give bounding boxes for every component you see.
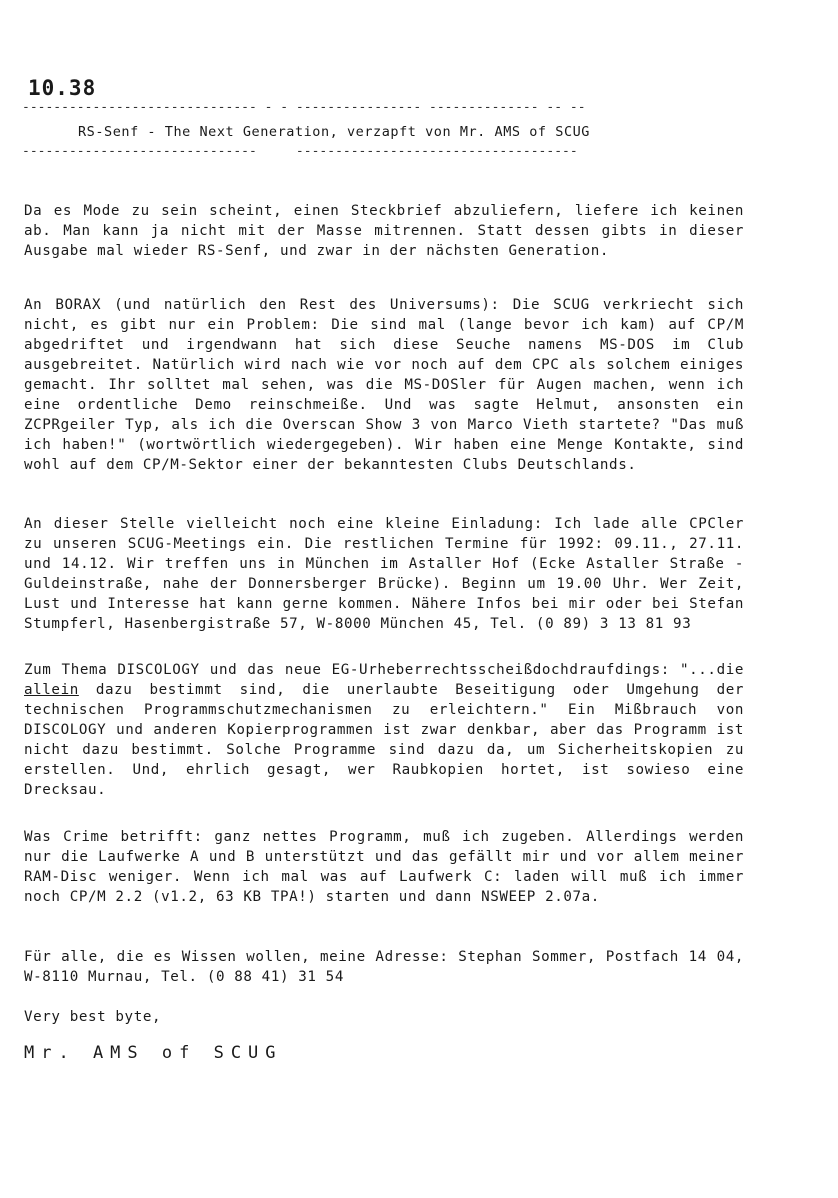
separator-bottom: ------------------------------ ------------------------------------	[22, 144, 578, 159]
separator-top: ------------------------------ - - ---------------- -------------- -- --	[22, 100, 586, 115]
article-heading: RS-Senf - The Next Generation, verzapft von Mr. AMS of SCUG	[78, 124, 590, 140]
author-signature: Mr. AMS of SCUG	[24, 1043, 283, 1063]
page-number: 10.38	[28, 76, 97, 100]
paragraph-intro: Da es Mode zu sein scheint, einen Steckbrief abzuliefern, liefere ich keinen ab. Man kann ja nicht mit der Masse mitrennen. Statt dessen gibts in dieser Ausgabe mal wieder RS-Senf, und zwar in der nächsten Generation.	[24, 203, 744, 259]
closing-line: Very best byte,	[24, 1009, 162, 1025]
paragraph-discology-rest: dazu bestimmt sind, die unerlaubte Beseitigung oder Umgehung der technischen Programmschutzmechanismen zu erleichtern." Ein Mißbrauch von DISCOLOGY und anderen Kopierprogrammen ist zwar denkbar, aber das Programm ist nicht dazu bestimmt. Solche Programme sind dazu da, um Sicherheitskopien zu erstellen. Und, ehrlich gesagt, wer Raubkopien hortet, ist sowieso eine Drecksau.	[24, 682, 744, 798]
paragraph-discology	[24, 660, 744, 800]
paragraph-crime: Was Crime betrifft: ganz nettes Programm, muß ich zugeben. Allerdings werden nur die Laufwerke A und B unterstützt und das gefällt mir und vor allem meiner RAM-Disc weniger. Wenn ich mal was auf Laufwerk C: laden will muß ich immer noch CP/M 2.2 (v1.2, 63 KB TPA!) starten und dann NSWEEP 2.07a.	[24, 829, 744, 905]
paragraph-borax: An BORAX (und natürlich den Rest des Universums): Die SCUG verkriecht sich nicht, es gibt nur ein Problem: Die sind mal (lange bevor ich kam) auf CP/M abgedriftet und irgendwann hat sich diese Seuche namens MS-DOS im Club ausgebreitet. Natürlich wird nach wie vor noch auf dem CPC als solchem einiges gemacht. Ihr solltet mal sehen, was die MS-DOSler für Augen machen, wenn ich eine ordentliche Demo reinschmeiße. Und was sagte Helmut, ansonsten ein ZCPRgeiler Typ, als ich die Overscan Show 3 von Marco Vieth startete? "Das muß ich haben!" (wortwörtlich wiedergegeben). Wir haben eine Menge Kontakte, sind wohl auf dem CP/M-Sektor einer der bekanntesten Clubs Deutschlands.	[24, 297, 744, 473]
paragraph-address: Für alle, die es Wissen wollen, meine Adresse: Stephan Sommer, Postfach 14 04, W-8110 Murnau, Tel. (0 88 41) 31 54	[24, 949, 744, 985]
underlined-word: allein	[24, 682, 79, 698]
paragraph-invitation: An dieser Stelle vielleicht noch eine kleine Einladung: Ich lade alle CPCler zu unseren SCUG-Meetings ein. Die restlichen Termine für 1992: 09.11., 27.11. und 14.12. Wir treffen uns in München im Astaller Hof (Ecke Astaller Straße - Guldeinstraße, nahe der Donnersberger Brücke). Beginn um 19.00 Uhr. Wer Zeit, Lust und Interesse hat kann gerne kommen. Nähere Infos bei mir oder bei Stefan Stumpferl, Hasenbergistraße 57, W-8000 München 45, Tel. (0 89) 3 13 81 93	[24, 516, 744, 632]
paragraph-discology-lead: Zum Thema DISCOLOGY und das neue EG-Urheberrechtsscheißdochdraufdings: "...die	[24, 662, 744, 678]
